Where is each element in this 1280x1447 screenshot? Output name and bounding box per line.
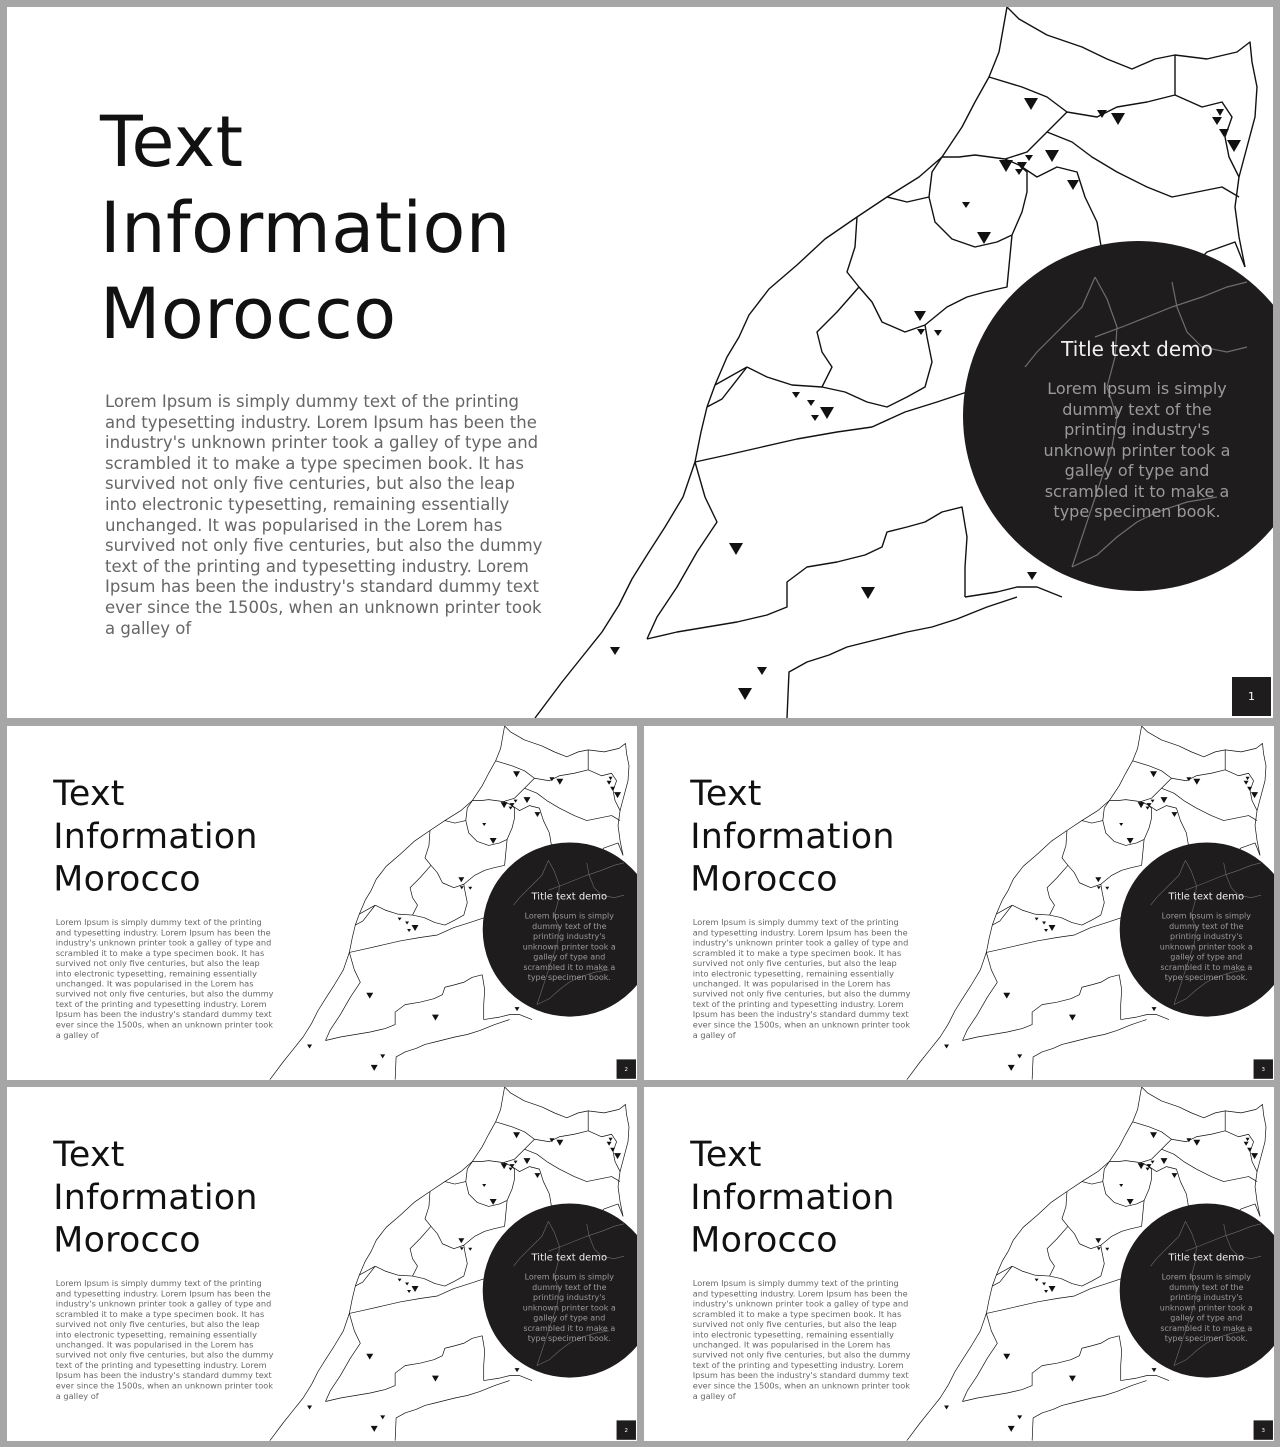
title-line-2: Information: [690, 1176, 895, 1218]
circle-text: Lorem Ipsum is simply dummy text of the printing industry's unknown printer took a galley of type and scrambled it to make a type specimen book.: [1159, 911, 1253, 982]
circle-text: Lorem Ipsum is simply dummy text of the printing industry's unknown printer took a galley of type and scrambled it to make a type specimen book.: [522, 911, 616, 982]
slide-content: [7, 726, 637, 1080]
title-line-2: Information: [690, 815, 895, 857]
slide-thumbnail-2[interactable]: [644, 726, 1274, 1080]
slide-title: [53, 772, 257, 900]
title-line-3: Morocco: [53, 1219, 201, 1261]
circle-title: Title text demo: [531, 890, 608, 903]
title-line-3: Morocco: [690, 1219, 838, 1261]
slide-thumbnail-3[interactable]: [7, 1087, 637, 1441]
slide-content: [644, 726, 1274, 1080]
page-number: 3: [1254, 1059, 1273, 1078]
circle-text: Lorem Ipsum is simply dummy text of the printing industry's unknown printer took a galley of type and scrambled it to make a type specimen book.: [522, 1272, 616, 1343]
slide-title: [53, 1133, 257, 1261]
title-line-1: Text: [100, 101, 244, 183]
page-number: 1: [1232, 677, 1271, 716]
title-line-2: Information: [100, 187, 511, 269]
circle-text: Lorem Ipsum is simply dummy text of the printing industry's unknown printer took a galley of type and scrambled it to make a type specimen book.: [1043, 379, 1231, 521]
title-line-2: Information: [53, 1176, 258, 1218]
slide-thumbnail-4[interactable]: [644, 1087, 1274, 1441]
body-text: Lorem Ipsum is simply dummy text of the printing and typesetting industry. Lorem Ipsum has been the industry's unknown printer took a galley of type and scrambled it to make a type specimen book. It has survived not only five centuries, but also the leap into electronic typesetting, remaining essentially unchanged. It was popularised in the Lorem has survived not only five centuries, but also the dummy text of the printing and typesetting industry. Lorem Ipsum has been the industry's standard dummy text ever since the 1500s, when an unknown printer took a galley of: [692, 1278, 911, 1401]
body-text: Lorem Ipsum is simply dummy text of the printing and typesetting industry. Lorem Ipsum has been the industry's unknown printer took a galley of type and scrambled it to make a type specimen book. It has survived not only five centuries, but also the leap into electronic typesetting, remaining essentially unchanged. It was popularised in the Lorem has survived not only five centuries, but also the dummy text of the printing and typesetting industry. Lorem Ipsum has been the industry's standard dummy text ever since the 1500s, when an unknown printer took a galley of: [105, 392, 543, 638]
title-line-3: Morocco: [53, 858, 201, 900]
slide-title: [690, 772, 894, 900]
slide-content: [644, 1087, 1274, 1441]
circle-title: Title text demo: [1168, 1251, 1245, 1264]
slide-main[interactable]: [7, 7, 1273, 718]
page-number: 2: [617, 1420, 636, 1439]
title-line-2: Information: [53, 815, 258, 857]
circle-title: Title text demo: [531, 1251, 608, 1264]
slide-title: [690, 1133, 894, 1261]
slide-content: [7, 7, 1273, 718]
title-line-3: Morocco: [690, 858, 838, 900]
page-number: 2: [617, 1059, 636, 1078]
title-line-1: Text: [690, 1133, 762, 1175]
slide-content: [7, 1087, 637, 1441]
page-number: 3: [1254, 1420, 1273, 1439]
title-line-3: Morocco: [100, 273, 397, 355]
circle-title: Title text demo: [1168, 890, 1245, 903]
title-line-1: Text: [53, 772, 125, 814]
circle-text: Lorem Ipsum is simply dummy text of the printing industry's unknown printer took a galley of type and scrambled it to make a type specimen book.: [1159, 1272, 1253, 1343]
circle-title: Title text demo: [1061, 337, 1213, 361]
title-line-1: Text: [53, 1133, 125, 1175]
body-text: Lorem Ipsum is simply dummy text of the printing and typesetting industry. Lorem Ipsum has been the industry's unknown printer took a galley of type and scrambled it to make a type specimen book. It has survived not only five centuries, but also the leap into electronic typesetting, remaining essentially unchanged. It was popularised in the Lorem has survived not only five centuries, but also the dummy text of the printing and typesetting industry. Lorem Ipsum has been the industry's standard dummy text ever since the 1500s, when an unknown printer took a galley of: [692, 917, 911, 1040]
body-text: Lorem Ipsum is simply dummy text of the printing and typesetting industry. Lorem Ipsum has been the industry's unknown printer took a galley of type and scrambled it to make a type specimen book. It has survived not only five centuries, but also the leap into electronic typesetting, remaining essentially unchanged. It was popularised in the Lorem has survived not only five centuries, but also the dummy text of the printing and typesetting industry. Lorem Ipsum has been the industry's standard dummy text ever since the 1500s, when an unknown printer took a galley of: [55, 1278, 274, 1401]
slide-title: [100, 99, 511, 357]
title-line-1: Text: [690, 772, 762, 814]
body-text: Lorem Ipsum is simply dummy text of the printing and typesetting industry. Lorem Ipsum has been the industry's unknown printer took a galley of type and scrambled it to make a type specimen book. It has survived not only five centuries, but also the leap into electronic typesetting, remaining essentially unchanged. It was popularised in the Lorem has survived not only five centuries, but also the dummy text of the printing and typesetting industry. Lorem Ipsum has been the industry's standard dummy text ever since the 1500s, when an unknown printer took a galley of: [55, 917, 274, 1040]
slide-thumbnail-1[interactable]: [7, 726, 637, 1080]
